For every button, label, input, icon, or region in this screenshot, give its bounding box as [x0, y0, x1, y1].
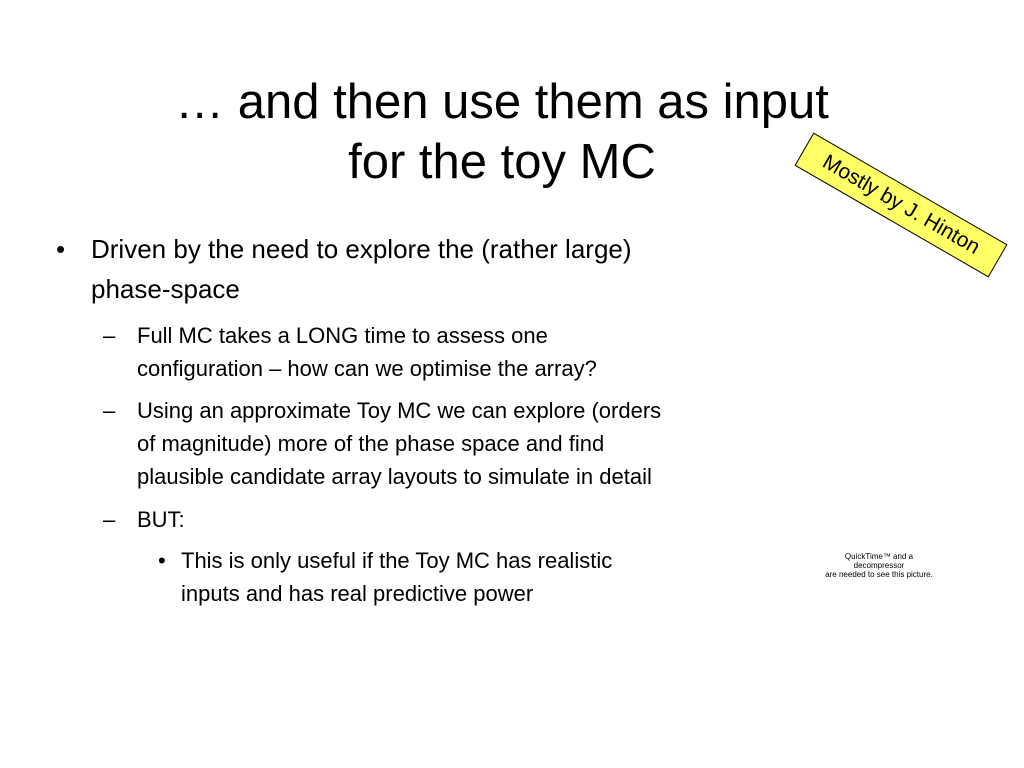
bullet-line: This is only useful if the Toy MC has realistic	[181, 548, 613, 573]
title-line-2: for the toy MC	[348, 135, 656, 189]
placeholder-line: decompressor	[853, 561, 905, 570]
bullet-line: of magnitude) more of the phase space and find	[137, 431, 605, 456]
placeholder-line: are needed to see this picture.	[825, 570, 933, 579]
bullet-text	[181, 544, 612, 610]
dash-marker: –	[103, 507, 116, 532]
bullet-line: Using an approximate Toy MC we can explore (orders	[137, 398, 662, 423]
bullet-line: phase-space	[91, 274, 240, 304]
bullet-line: plausible candidate array layouts to simulate in detail	[137, 464, 652, 489]
bullet-line: Full MC takes a LONG time to assess one	[137, 323, 548, 348]
bullet-text	[137, 503, 185, 536]
bullet-line: BUT:	[137, 507, 185, 532]
quicktime-placeholder	[820, 552, 938, 579]
bullet-text	[137, 319, 597, 385]
bullet-line: configuration – how can we optimise the array?	[137, 356, 597, 381]
bullet-text	[91, 229, 632, 309]
title-line-1: … and then use them as input	[175, 75, 829, 129]
bullet-line: inputs and has real predictive power	[181, 581, 534, 606]
bullet-marker: •	[56, 234, 66, 264]
bullet-marker: •	[158, 548, 166, 573]
dash-marker: –	[103, 398, 116, 423]
bullet-text	[137, 394, 661, 493]
sticky-note: Mostly by J. Hinton	[795, 133, 1008, 278]
dash-marker: –	[103, 323, 116, 348]
placeholder-line: QuickTime™ and a	[844, 552, 914, 561]
bullet-line: Driven by the need to explore the (rather large)	[91, 234, 632, 264]
